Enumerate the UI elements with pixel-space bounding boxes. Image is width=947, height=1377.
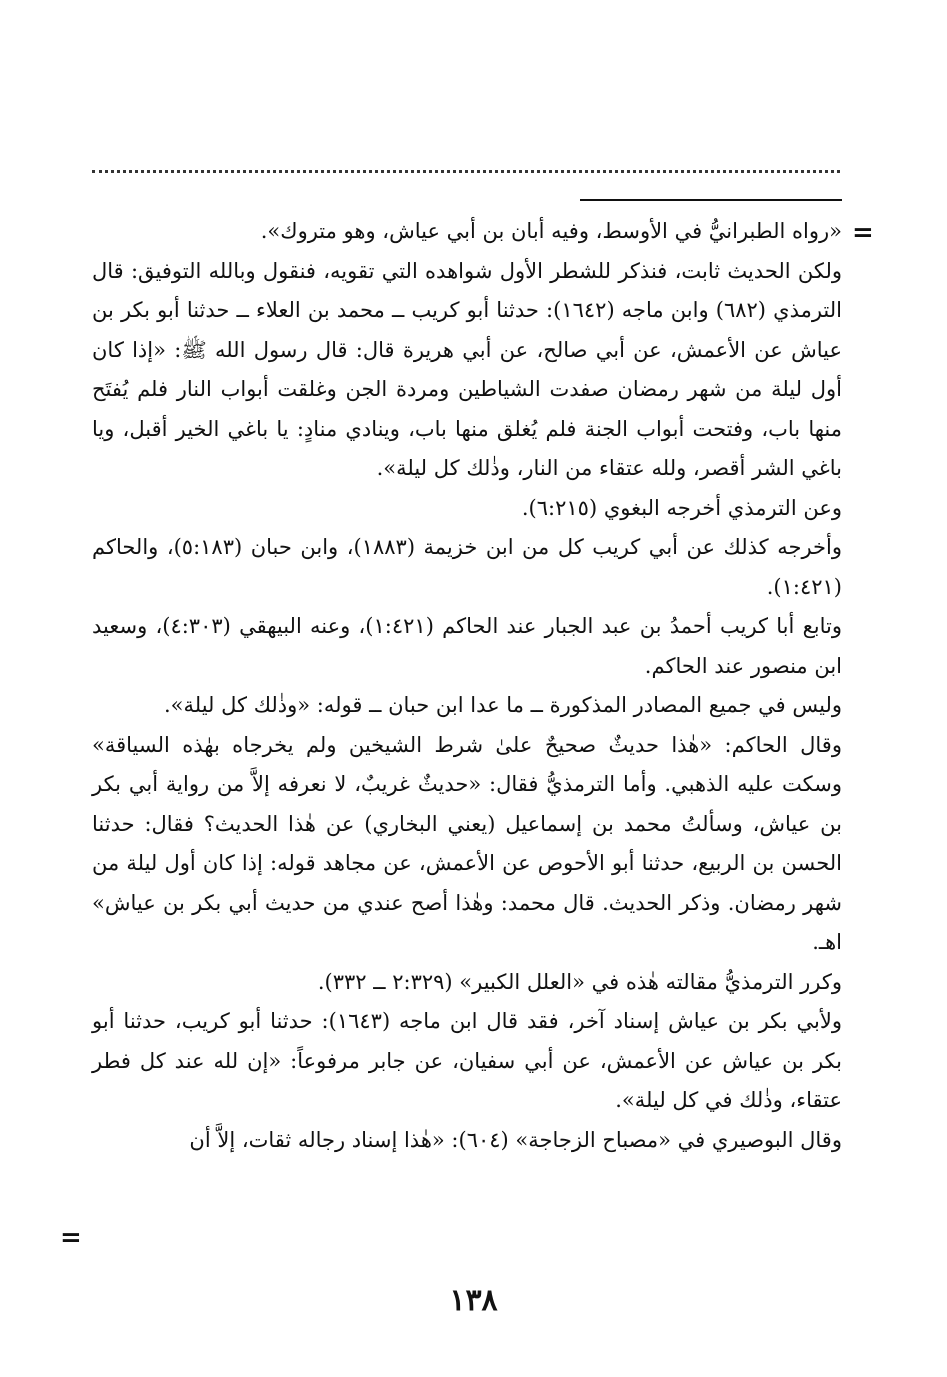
continuation-mark-start: = — [852, 218, 874, 248]
footnote-paragraph: وقال الحاكم: «هٰذا حديثٌ صحيحٌ علىٰ شرط الشيخين ولم يخرجاه بهٰذه السياقة» وسكت عليه الذهبي. وأما الترمذيُّ فقال: «حديثٌ غريبٌ، لا نعرفه إلاَّ من رواية أبي بكر بن عياش، وسألتُ محمد بن إسماعيل (يعني البخاري) عن هٰذا الحديث؟ فقال: حدثنا الحسن بن الربيع، حدثنا أبو الأحوص عن الأعمش، عن مجاهد قوله: إذا كان أول ليلة من شهر رمضان. وذكر الحديث. قال محمد: وهٰذا أصح عندي من حديث أبي بكر بن عياش» اهـ. — [92, 732, 842, 954]
footnote-paragraph: ولكن الحديث ثابت، فنذكر للشطر الأول شواهده التي تقويه، فنقول وبالله التوفيق: قال الترمذي (٦٨٢) وابن ماجه (١٦٤٢): حدثنا أبو كريب ــ محمد بن العلاء ــ حدثنا أبو بكر بن عياش عن الأعمش، عن أبي صالح، عن أبي هريرة قال: قال رسول الله ﷺ: «إذا كان أول ليلة من شهر رمضان صفدت الشياطين ومردة الجن وغلقت أبواب النار فلم يُفتَح منها باب، وفتحت أبواب الجنة فلم يُغلق منها باب، وينادي منادٍ: يا باغي الخير أقبل، ويا باغي الشر أقصر، ولله عتقاء من النار، وذٰلك كل ليلة». — [92, 258, 842, 480]
footnote-paragraph: وتابع أبا كريب أحمدُ بن عبد الجبار عند الحاكم (١:٤٢١)، وعنه البيهقي (٤:٣٠٣)، وسعيد ابن منصور عند الحاكم. — [92, 614, 842, 678]
continuation-mark-end: = — [60, 1223, 82, 1253]
footnote-paragraph: وكرر الترمذيُّ مقالته هٰذه في «العلل الكبير» (٢:٣٢٩ ــ ٣٣٢). — [317, 969, 842, 994]
footnote-paragraph: وأخرجه كذلك عن أبي كريب كل من ابن خزيمة (١٨٨٣)، وابن حبان (٥:١٨٣)، والحاكم (١:٤٢١). — [92, 535, 842, 599]
footnote-paragraph: وليس في جميع المصادر المذكورة ــ ما عدا ابن حبان ــ قوله: «وذٰلك كل ليلة». — [163, 693, 842, 717]
dotted-divider — [92, 170, 840, 173]
footnote-paragraph: ولأبي بكر بن عياش إسناد آخر، فقد قال ابن ماجه (١٦٤٣): حدثنا أبو كريب، حدثنا أبو بكر بن عياش عن الأعمش، عن أبي سفيان، عن جابر مرفوعاً: «إن لله عند كل فطر عتقاء، وذٰلك في كل ليلة». — [92, 1009, 842, 1112]
footnote-separator-line — [580, 199, 842, 201]
page-number: ١٣٨ — [449, 1283, 498, 1318]
footnote-paragraph: وقال البوصيري في «مصباح الزجاجة» (٦٠٤): «هٰذا إسناد رجاله ثقات، إلاَّ أن — [189, 1127, 842, 1152]
footnote-text — [92, 212, 842, 1160]
footnote-paragraph: «رواه الطبرانيُّ في الأوسط، وفيه أبان بن أبي عياش، وهو متروك». — [260, 219, 842, 243]
footnote-paragraph: وعن الترمذي أخرجه البغوي (٦:٢١٥). — [521, 495, 842, 520]
